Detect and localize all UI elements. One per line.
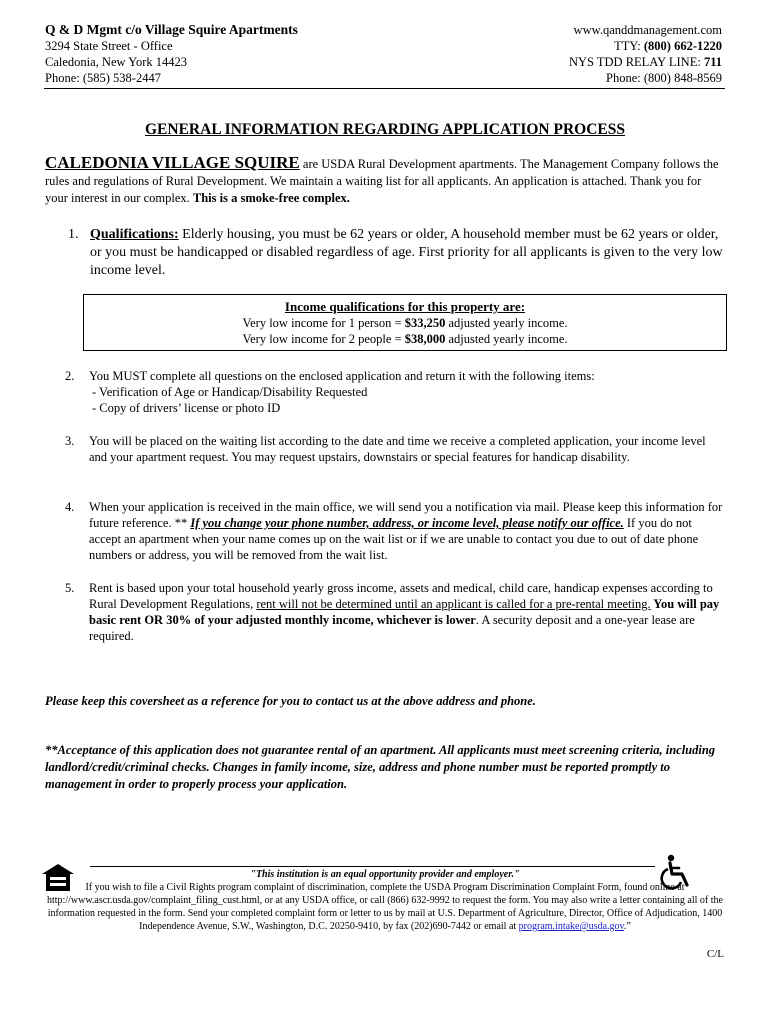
item-number: 1. [68,227,79,242]
bullet-age-verification: - Verification of Age or Handicap/Disability Requested [92,385,368,399]
item-text-continued: . A security deposit and a one-year lease are required. [89,613,695,643]
item-qualifications [68,226,728,280]
relay-number: 711 [703,55,722,69]
rent-rule: You will pay basic rent OR 30% of your adjusted monthly income, whichever is lower [89,597,720,627]
toll-free-phone: Phone: (800) 848-8569 [606,71,722,85]
item-text-continued: If you do not accept an apartment when your name comes up on the wait list or if we are unable to contact you due to out of date phone numbers or address, you will be removed from the wait list. [89,516,699,562]
equal-opportunity-statement: "This institution is an equal opportunity provider and employer." [250,869,520,880]
income-box-title: Income qualifications for this property are: [284,299,526,314]
bullet-photo-id: - Copy of drivers’ license or photo ID [92,401,281,415]
page-title: GENERAL INFORMATION REGARDING APPLICATION PROCESS [145,121,625,138]
income-line-1-person: Very low income for 1 person = $33,250 adjusted yearly income. [242,316,568,330]
website-link[interactable]: www.qanddmanagement.com [573,23,722,37]
item-waiting-list [65,433,725,465]
office-address-line2: Caledonia, New York 14423 [45,55,188,69]
item-number: 5. [65,581,75,595]
nondiscrimination-statement [40,868,730,933]
qualifications-text: Elderly housing, you must be 62 years or older, A household member must be 62 years or older, or you must be handicapped or disabled regardless of age. First priority for all applicants is given to the very low income level. [90,227,723,278]
item-rent [65,580,725,644]
item-required-documents [65,368,725,416]
tty-line: TTY: (800) 662-1220 [614,39,722,53]
item-text: You will be placed on the waiting list according to the date and time we receive a completed application, your income level and your apartment request. You may request upstairs, downstairs or special features for handicap disability. [89,434,706,464]
item-text: Rent is based upon your total household yearly gross income, assets and medical, child care, handicap expenses according to Rural Development Regulations, [89,581,713,611]
notify-office-warning: If you change your phone number, address, or income level, please notify our office. [190,516,624,530]
income-qualifications-box [83,294,727,351]
office-address-line1: 3294 State Street - Office [45,39,173,53]
item-number: 4. [65,500,75,514]
coversheet-note: Please keep this coversheet as a reference for you to contact us at the above address and phone. [45,694,536,708]
item-number: 2. [65,369,75,383]
header-left [45,22,298,86]
header-divider [44,88,725,89]
qualifications-label: Qualifications: [90,227,179,242]
office-phone: Phone: (585) 538-2447 [45,71,161,85]
document-code: C/L [706,948,724,960]
intro-paragraph [45,154,725,207]
org-name: Q & D Mgmt c/o Village Squire Apartments [45,22,298,37]
item-number: 3. [65,434,75,448]
intro-text: are USDA Rural Development apartments. The Management Company follows the rules and regulations of Rural Development. We maintain a waiting list for all applicants. An application is attached. Thank you for your interest in our complex. [45,157,719,205]
tty-number: (800) 662-1220 [643,39,722,53]
smoke-free-note: This is a smoke-free complex. [192,191,350,205]
item-text: When your application is received in the main office, we will send you a notification via mail. Please keep this information for future reference. ** [89,500,723,530]
pre-rental-note: rent will not be determined until an applicant is called for a pre-rental meeting. [256,597,651,611]
item-notification [65,499,725,563]
property-name: CALEDONIA VILLAGE SQUIRE [45,153,300,172]
footer-divider [90,866,655,867]
income-line-2-people: Very low income for 2 people = $38,000 adjusted yearly income. [242,332,568,346]
usda-email-link[interactable]: program.intake@usda.gov [518,921,624,932]
item-text: You MUST complete all questions on the enclosed application and return it with the following items: [89,369,595,383]
relay-line: NYS TDD RELAY LINE: 711 [568,55,722,69]
acceptance-disclaimer: **Acceptance of this application does not guarantee rental of an apartment. All applicants must meet screening criteria, including landlord/credit/criminal checks. Changes in family income, size, address and phone number must be reported promptly to management in order to properly process your application. [45,743,716,791]
complaint-instructions: If you wish to file a Civil Rights program complaint of discrimination, complete the USDA Program Discrimination Complaint Form, found online at http://www.ascr.usda.gov/complaint_filing_cust.html, or at any USDA office, or call (866) 632-9992 to request the form. You may also write a letter containing all of the information requested in the form. Send your completed complaint form or letter to us by mail at U.S. Department of Agriculture, Director, Office of Adjudication, 1400 Independence Avenue, S.W., Washington, D.C. 20250-9410, by fax (202)690-7442 or email at program.intake@usda.gov.” [47,882,723,932]
header-right [569,22,722,86]
